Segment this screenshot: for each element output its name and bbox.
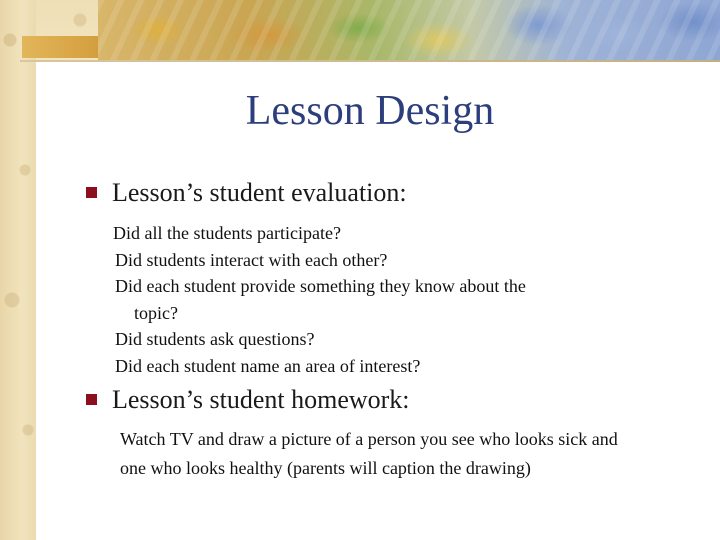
square-bullet-icon bbox=[86, 187, 97, 198]
evaluation-line: Did students ask questions? bbox=[115, 329, 315, 349]
evaluation-questions bbox=[113, 220, 583, 379]
section-heading-evaluation: Lesson’s student evaluation: bbox=[112, 178, 407, 207]
evaluation-line: Did students interact with each other? bbox=[115, 249, 388, 270]
leaf-banner-decoration bbox=[98, 0, 720, 60]
section-heading-homework: Lesson’s student homework: bbox=[112, 385, 410, 414]
evaluation-line: Did all the students participate? bbox=[113, 223, 341, 243]
slide-title: Lesson Design bbox=[245, 88, 495, 134]
evaluation-line: Did each student name an area of interest? bbox=[115, 355, 421, 376]
square-bullet-icon bbox=[86, 394, 97, 405]
parchment-left-border bbox=[0, 0, 36, 540]
homework-line: one who looks healthy (parents will caption the drawing) bbox=[120, 458, 531, 478]
homework-line: Watch TV and draw a picture of a person you see who looks sick and bbox=[120, 429, 618, 449]
evaluation-line: Did each student provide something they know about the bbox=[115, 276, 526, 296]
leaf-decoration-tab bbox=[22, 36, 98, 58]
evaluation-line: topic? bbox=[134, 302, 178, 323]
top-divider bbox=[20, 60, 720, 62]
homework-text bbox=[120, 425, 700, 483]
